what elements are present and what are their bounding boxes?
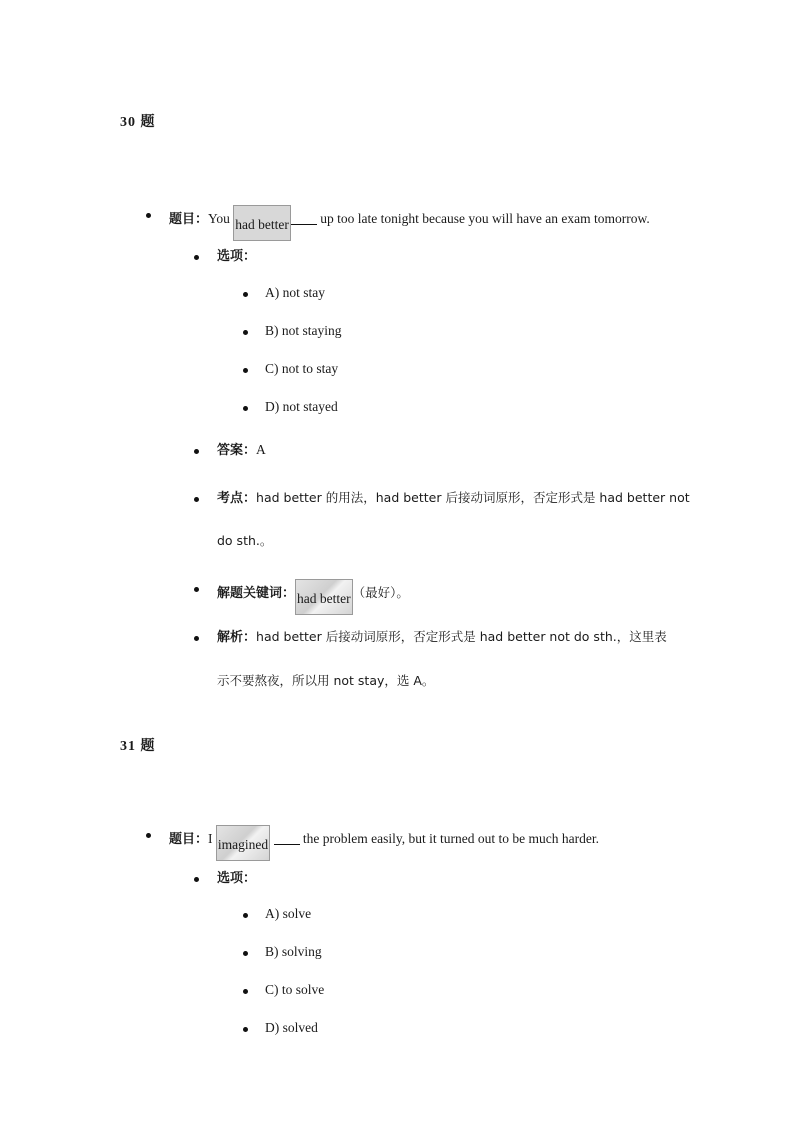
keyword-gloss: （最好）。 bbox=[352, 585, 409, 600]
keyword-label: 解题关键词： bbox=[217, 586, 296, 601]
answer-label: 答案： bbox=[217, 443, 257, 458]
bullet bbox=[194, 255, 199, 260]
answer-value: A bbox=[256, 442, 266, 457]
key-point-text-cont: do sth.。 bbox=[217, 533, 273, 548]
answer-row bbox=[217, 441, 266, 460]
answer-blank bbox=[274, 834, 300, 845]
keyword-row bbox=[217, 579, 409, 615]
stem-label: 题目： bbox=[169, 832, 209, 847]
options-label: 选项： bbox=[217, 249, 257, 264]
analysis-text: had better 后接动词原形，否定形式是 had better not do sth.，这里表 bbox=[256, 629, 667, 644]
options-heading bbox=[217, 869, 256, 888]
key-point-row bbox=[217, 489, 690, 508]
question-30-stem bbox=[169, 205, 650, 241]
bullet bbox=[194, 636, 199, 641]
stem-text-post: up too late tonight because you will have an exam tomorrow. bbox=[316, 211, 650, 226]
bullet bbox=[243, 951, 248, 956]
bullet bbox=[243, 330, 248, 335]
question-31-stem bbox=[169, 825, 599, 861]
option-a: A) solve bbox=[265, 906, 312, 921]
option-c: C) to solve bbox=[265, 982, 325, 997]
option-c: C) not to stay bbox=[265, 361, 339, 376]
options-heading bbox=[217, 247, 256, 266]
highlighted-phrase: had better bbox=[233, 205, 291, 241]
bullet bbox=[194, 449, 199, 454]
stem-label: 题目： bbox=[169, 212, 209, 227]
key-point-label: 考点： bbox=[217, 491, 257, 506]
stem-text-pre: You bbox=[208, 211, 234, 226]
bullet bbox=[243, 989, 248, 994]
bullet bbox=[243, 406, 248, 411]
question-30-heading: 30 题 bbox=[120, 115, 156, 130]
stem-text-post: the problem easily, but it turned out to be much harder. bbox=[299, 831, 599, 846]
option-d: D) solved bbox=[265, 1020, 318, 1035]
bullet bbox=[243, 368, 248, 373]
keyword-highlight: had better bbox=[295, 579, 353, 615]
question-31-heading: 31 题 bbox=[120, 739, 156, 754]
option-d: D) not stayed bbox=[265, 399, 338, 414]
analysis-row bbox=[217, 628, 667, 647]
bullet bbox=[194, 587, 199, 592]
bullet bbox=[194, 877, 199, 882]
highlighted-phrase: imagined bbox=[216, 825, 270, 861]
option-b: B) solving bbox=[265, 944, 322, 959]
bullet bbox=[243, 913, 248, 918]
answer-blank bbox=[291, 214, 317, 225]
key-point-text: had better 的用法，had better 后接动词原形，否定形式是 had better not bbox=[256, 490, 690, 505]
bullet bbox=[243, 1027, 248, 1032]
analysis-text-cont: 示不要熬夜，所以用 not stay，选 A。 bbox=[217, 673, 435, 688]
bullet bbox=[146, 213, 151, 218]
bullet bbox=[243, 292, 248, 297]
options-label: 选项： bbox=[217, 871, 257, 886]
analysis-label: 解析： bbox=[217, 630, 257, 645]
bullet bbox=[194, 497, 199, 502]
stem-text-pre: I bbox=[208, 831, 216, 846]
option-b: B) not staying bbox=[265, 323, 342, 338]
bullet bbox=[146, 833, 151, 838]
option-a: A) not stay bbox=[265, 285, 325, 300]
